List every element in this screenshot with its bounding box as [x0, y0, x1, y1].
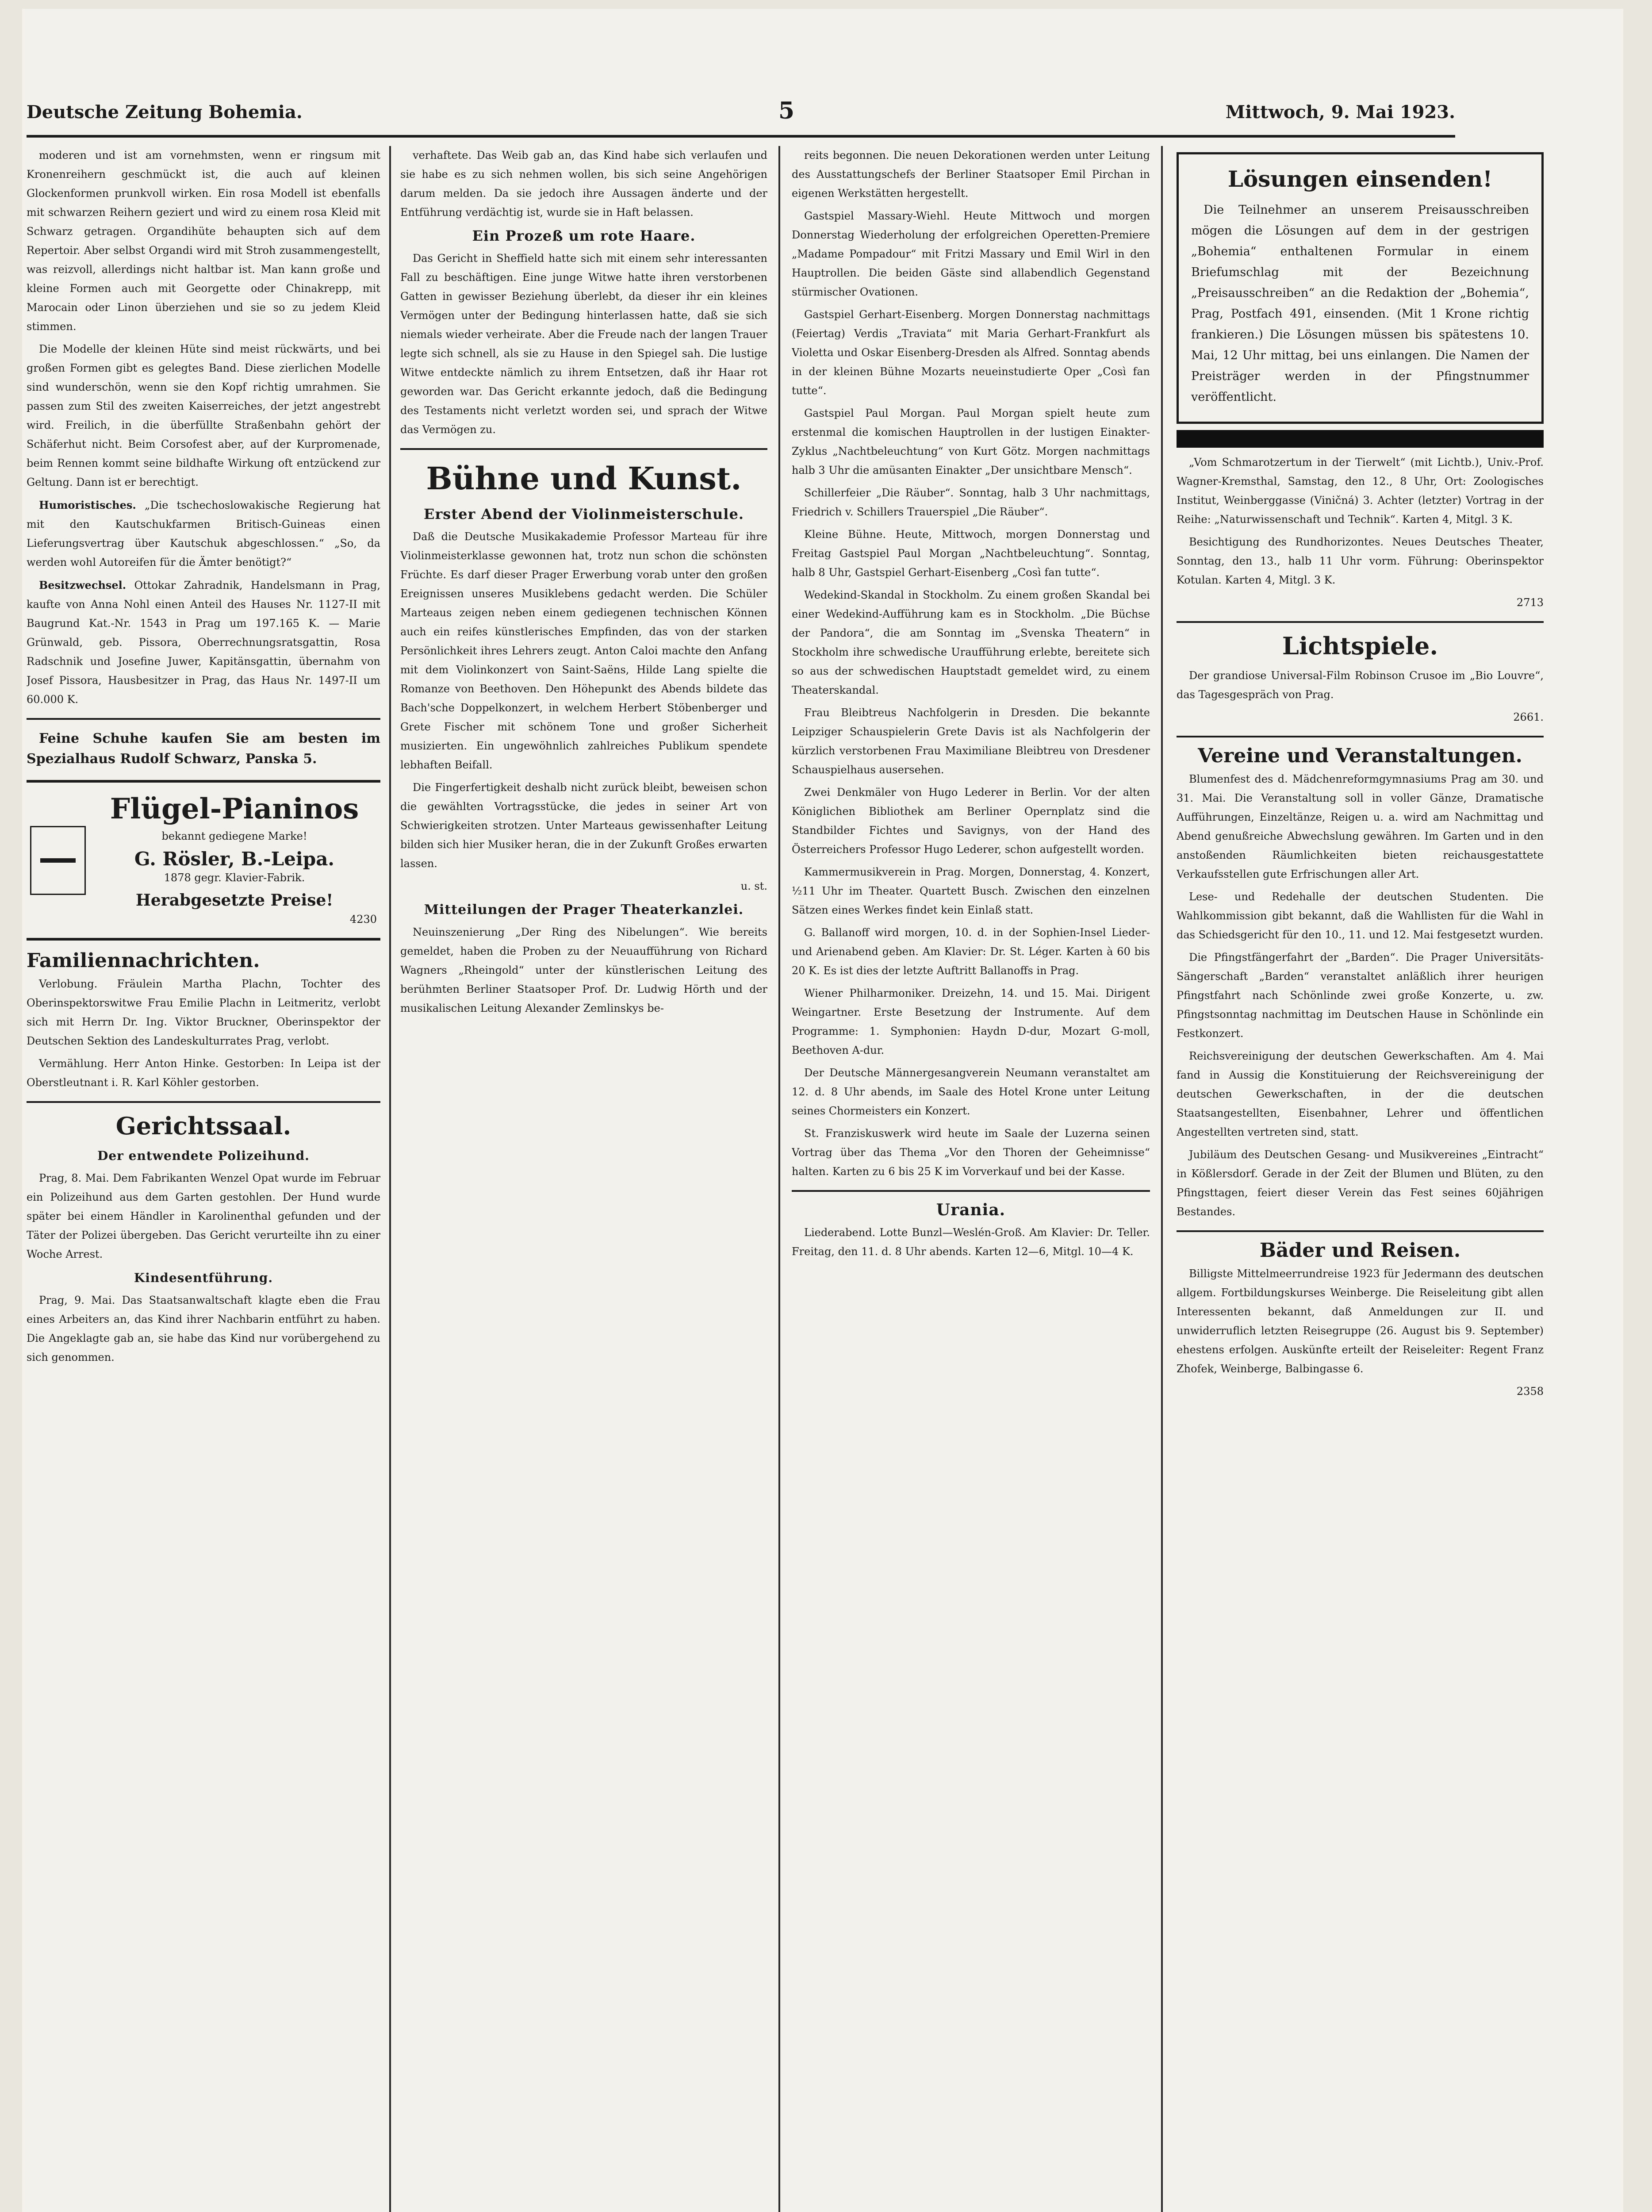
article-text: Der grandiose Universal-Film Robinson Crusoe im „Bio Louvre“, das Tagesgespräch von Prag. — [1177, 669, 1544, 701]
article-text: Die Pfingstfängerfahrt der „Barden“. Die Prager Universitäts-Sängerschaft „Barden“ veranstaltet anläßlich ihrer heurigen Pfingstfahrt nach Schönlinde zwei große Konzerte, u. zw. Pfingstsonntag nachmittag im Deutschen Hause in Schönlinde ein Festkonzert. — [1177, 951, 1544, 1040]
section-heading: Urania. — [936, 1201, 1006, 1219]
column-rule — [1161, 146, 1163, 2212]
article-text: Die Modelle der kleinen Hüte sind meist rückwärts, und bei großen Formen gibt es gelegtes Band. Diese zierlichen Modelle sind wunderschön, wenn sie den Kopf richtig umrahmen. Sie passen zum Stil des zweiten Kaiserreiches, der jetzt angestrebt wird. Freilich, in die überfüllte Straßenbahn gehört der Schäferhut nicht. Beim Corsofest aber, auf der Kurpromenade, beim Rennen kommt seine bildhafte Wirkung oft entzückend zur Geltung. Dann ist er berechtigt. — [27, 343, 380, 488]
article-text: G. Ballanoff wird morgen, 10. d. in der Sophien-Insel Lieder- und Arienabend geben. Am Klavier: Dr. St. Léger. Karten à 60 bis 20 K. Es ist dies der letzte Auftritt Ballanoffs in Prag. — [792, 926, 1150, 977]
article-text: Vermählung. Herr Anton Hinke. Gestorben: In Leipa ist der Oberstleutnant i. R. Karl Köhler gestorben. — [27, 1057, 380, 1089]
article-headline: Mitteilungen der Prager Theaterkanzlei. — [424, 902, 744, 918]
section-heading: Vereine und Veranstaltungen. — [1198, 745, 1522, 767]
divider — [27, 1101, 380, 1103]
article-text: Zwei Denkmäler von Hugo Lederer in Berlin. Vor der alten Königlichen Bibliothek am Berliner Opernplatz sind die Standbilder Fichtes und Savignys, von der Hand des Österreichers Professor Hugo Lederer, schon aufgestellt worden. — [792, 786, 1150, 856]
ad-line: 1878 gegr. Klavier-Fabrik. — [164, 872, 305, 884]
section-heading: Familiennachrichten. — [27, 949, 260, 972]
issue-date: Mittwoch, 9. Mai 1923. — [1225, 102, 1455, 123]
ad-line: bekannt gediegene Marke! — [161, 830, 307, 842]
article-text: Reichsvereinigung der deutschen Gewerkschaften. Am 4. Mai fand in Aussig die Konstituierung der Reichsvereinigung der deutschen Gewerkschaften, in der die deutschen Staatsangestellten, Eisenbahner, Lehrer und öffentlichen Angestellten vertreten sind, statt. — [1177, 1050, 1544, 1138]
article-text: Besichtigung des Rundhorizontes. Neues Deutsches Theater, Sonntag, den 13., halb 11 Uhr vorm. Führung: Oberinspektor Kotulan. Karten 4, Mitgl. 3 K. — [1177, 536, 1544, 586]
article-text: Blumenfest des d. Mädchenreformgymnasiums Prag am 30. und 31. Mai. Die Veranstaltung soll in voller Gänze, Dramatische Aufführungen, Einzeltänze, Reigen u. a. wird am Nachmittag und Abend genußreiche Abwechslung gewähren. Im Garten und in den anstoßenden Räumlichkeiten bieten reichausgestattete Verkaufsstellen gute Erfrischungen aller Art. — [1177, 773, 1544, 880]
article-text: Der Deutsche Männergesangverein Neumann veranstaltet am 12. d. 8 Uhr abends, im Saale des Hotel Krone unter Leitung seines Chormeisters ein Konzert. — [792, 1067, 1150, 1117]
section-heading: Bäder und Reisen. — [1259, 1239, 1461, 1262]
article-text: Jubiläum des Deutschen Gesang- und Musikvereines „Eintracht“ in Kößlersdorf. Gerade in der Zeit der Blumen und Blüten, zu den Pfingsttagen, feiert dieser Verein das Fest seines 60jährigen Bestandes. — [1177, 1148, 1544, 1218]
article-text: reits begonnen. Die neuen Dekorationen werden unter Leitung des Ausstattungschefs der Berliner Staatsoper Emil Pirchan in eigenen Werkstätten hergestellt. — [792, 149, 1150, 200]
article-text: Prag, 8. Mai. Dem Fabrikanten Wenzel Opat wurde im Februar ein Polizeihund aus dem Garten gestohlen. Der Hund wurde später bei einem Händler in Karolinenthal gefunden und der Täter der Polizei übergeben. Das Gericht verurteilte ihn zu einer Woche Arrest. — [27, 1172, 380, 1260]
article-text: St. Franziskuswerk wird heute im Saale der Luzerna seinen Vortrag über das Thema „Vor den Thoren der Geheimnisse“ halten. Karten zu 6 bis 25 K im Vorverkauf und bei der Kasse. — [792, 1127, 1150, 1178]
column-1 — [27, 146, 380, 2212]
section-label: Besitzwechsel. — [39, 579, 126, 591]
divider — [1177, 621, 1544, 623]
notice-text: Die Teilnehmer an unserem Preisausschreiben mögen die Lösungen auf dem in der gestrigen „Bohemia“ enthaltenen Formular in einem Briefumschlag mit der Bezeichnung „Preisausschreiben“ an die Redaktion der „Bohemia“, Prag, Postfach 491, einsenden. (Mit 1 Krone richtig frankieren.) Die Lösungen müssen bis spätestens 10. Mai, 12 Uhr mittag, bei uns einlangen. Die Namen der Preisträger werden in der Pfingstnummer veröffentlicht. — [1191, 203, 1529, 404]
black-bar — [1177, 430, 1544, 448]
column-rule — [389, 146, 391, 2212]
article-headline: Der entwendete Polizeihund. — [97, 1148, 310, 1163]
article-text: Das Gericht in Sheffield hatte sich mit einem sehr interessanten Fall zu beschäftigen. Eine junge Witwe hatte ihren verstorbenen Gatten in gewisser Beziehung überlebt, da dieser ihr ein kleines Vermögen unter der Bedingung hinterlassen hatte, daß sie sich niemals wieder verheirate. Aber die Freude nach der langen Trauer legte sich schnell, als sie zu Hause in den Spiegel sah. Die lustige Witwe entdeckte nämlich zu ihrem Entsetzen, daß ihr Haar rot geworden war. Das Gericht erkannte jedoch, daß die Bedingung des Testaments nicht verletzt worden sei, und sprach der Witwe das Vermögen zu. — [400, 252, 767, 436]
divider — [400, 448, 767, 450]
article-text: Verlobung. Fräulein Martha Plachn, Tochter des Oberinspektorswitwe Frau Emilie Plachn in Leitmeritz, verlobt sich mit Herrn Dr. Ing. Viktor Bruckner, Oberinspektor der Deutschen Sektion des Landeskulturrates Prag, verlobt. — [27, 978, 380, 1047]
article-text: Lese- und Redehalle der deutschen Studenten. Die Wahlkommission gibt bekannt, daß die Wahllisten für die Wahl in das Schiedsgericht für den 10., 11. und 12. Mai festgesetzt wurden. — [1177, 891, 1544, 941]
ad-ref: 2661. — [1513, 711, 1544, 723]
section-heading: Bühne und Kunst. — [426, 460, 742, 497]
article-text: Gastspiel Paul Morgan. Paul Morgan spielt heute zum erstenmal die komischen Hauptrollen in der lustigen Einakter-Zyklus „Nachtbeleuchtung“ von Kurt Götz. Morgen nachmittags halb 3 Uhr die amüsanten Einakter „Der unsichtbare Mensch“. — [792, 407, 1150, 476]
article-text: verhaftete. Das Weib gab an, das Kind habe sich verlaufen und sie habe es zu sich nehmen wollen, bis sich seine Angehörigen darum melden. Da sie jedoch ihre Aussagen änderte und der Entführung verdächtig ist, wurde sie in Haft belassen. — [400, 149, 767, 219]
masthead-title: Deutsche Zeitung Bohemia. — [27, 102, 303, 123]
section-heading: Lichtspiele. — [1282, 632, 1438, 660]
piano-ad — [27, 780, 380, 941]
divider — [1177, 736, 1544, 737]
ad-ref: 2713 — [1516, 596, 1544, 609]
article-text: Gastspiel Massary-Wiehl. Heute Mittwoch und morgen Donnerstag Wiederholung der erfolgreichen Operetten-Premiere „Madame Pompadour“ mit Fritzi Massary und Emil Wirl in den Hauptrollen. Die beiden Gäste sind allabendlich Gegenstand stürmischer Ovationen. — [792, 210, 1150, 298]
divider — [1177, 1230, 1544, 1232]
article-text: Gastspiel Gerhart-Eisenberg. Morgen Donnerstag nachmittags (Feiertag) Verdis „Traviata“ mit Maria Gerhart-Frankfurt als Violetta und Oskar Eisenberg-Dresden als Alfred. Sonntag abends in der kleinen Bühne Mozarts neueinstudierte Oper „Così fan tutte“. — [792, 308, 1150, 397]
article-text: Wedekind-Skandal in Stockholm. Zu einem großen Skandal bei einer Wedekind-Aufführung kam es in Stockholm. „Die Büchse der Pandora“, die am Sonntag im „Svenska Theatern“ in Stockholm ihre schwedische Uraufführung erlebte, bereitete sich so aus der schwedischen Hauptstadt gemeldet wird, zu einem Theaterskandal. — [792, 589, 1150, 696]
divider — [27, 718, 380, 720]
article-text: Die Fingerfertigkeit deshalb nicht zurück bleibt, beweisen schon die gewählten Vortragsstücke, die jedes in seiner Art von Schwierigkeiten strotzen. Unter Marteaus gewissenhafter Leitung bilden sich hier Musiker heran, die in der Zukunft Großes erwarten lassen. — [400, 781, 767, 870]
page-number: 5 — [778, 97, 795, 124]
article-headline: Ein Prozeß um rote Haare. — [472, 227, 696, 244]
header-rule — [27, 135, 1455, 138]
section-label: Humoristisches. — [39, 499, 136, 511]
article-text: Daß die Deutsche Musikakademie Professor Marteau für ihre Violinmeisterklasse gewonnen hat, trotz nun schon die schönsten Früchte. Es darf dieser Prager Erwerbung vorab unter den großen Ereignissen unseres Musiklebens gedacht werden. Die Schüler Marteaus zeigen neben einem gediegenen technischen Können auch ein reifes künstlerisches Empfinden, das von der starken Persönlichkeit ihres Lehrers zeugt. Anton Caloi machte den Anfang mit dem Violinkonzert von Saint-Saëns, Hilde Lang spielte die Romanze von Beethoven. Den Höhepunkt des Abends bildete das Bach'sche Doppelkonzert, in welchem Herbert Stöbenberger und Grete Fischer mit schönem Tone und großer Sicherheit musizierten. Ein ungewöhnlich zahlreiches Publikum spendete lebhaften Beifall. — [400, 530, 767, 771]
piano-icon — [30, 826, 86, 895]
article-text: Liederabend. Lotte Bunzl—Weslén-Groß. Am Klavier: Dr. Teller. Freitag, den 11. d. 8 Uhr abends. Karten 12—6, Mitgl. 10—4 K. — [792, 1226, 1150, 1258]
article-text: Kleine Bühne. Heute, Mittwoch, morgen Donnerstag und Freitag Gastspiel Paul Morgan „Nachtbeleuchtung“. Sonntag, halb 8 Uhr, Gastspiel Gerhart-Eisenberg „Così fan tutte“. — [792, 528, 1150, 579]
column-2 — [400, 146, 767, 2212]
article-headline: Kindesentführung. — [134, 1271, 273, 1285]
article-text: Kammermusikverein in Prag. Morgen, Donnerstag, 4. Konzert, ½11 Uhr im Theater. Quartett Busch. Zwischen den einzelnen Sätzen eines Werkes findet kein Einlaß statt. — [792, 866, 1150, 916]
ad-ref: 2358 — [1516, 1385, 1544, 1398]
article-text: Wiener Philharmoniker. Dreizehn, 14. und 15. Mai. Dirigent Weingartner. Erste Besetzung der Instrumente. Auf dem Programme: 1. Symphonien: Haydn D-dur, Mozart G-moll, Beethoven A-dur. — [792, 987, 1150, 1056]
column-4 — [1177, 146, 1544, 2212]
article-text: Neuinszenierung „Der Ring des Nibelungen“. Wie bereits gemeldet, haben die Proben zu der Neuaufführung von Richard Wagners „Rheingold“ unter der künstlerischen Leitung des berühmten Berliner Staatsoper Prof. Dr. Ludwig Hörth und der musikalischen Leitung Alexander Zemlinskys be- — [400, 926, 767, 1014]
article-text: Billigste Mittelmeerrundreise 1923 für Jedermann des deutschen allgem. Fortbildungskurses Weinberge. Die Reiseleitung gibt allen Interessenten bekannt, daß Anmeldungen zur II. und unwiderruflich letzten Reisegruppe (26. August bis 9. September) ehestens erfolgen. Auskünfte erteilt der Reiseleiter: Regent Franz Zhofek, Weinberge, Balbingasse 6. — [1177, 1267, 1544, 1375]
ad-company: G. Rösler, B.-Leipa. — [134, 848, 335, 870]
page-header — [27, 97, 1455, 128]
shoe-ad: Feine Schuhe kaufen Sie am besten im Spezialhaus Rudolf Schwarz, Panska 5. — [27, 731, 380, 767]
divider — [792, 1190, 1150, 1192]
column-3 — [792, 146, 1150, 2212]
article-text: Frau Bleibtreus Nachfolgerin in Dresden. Die bekannte Leipziger Schauspielerin Grete Davis ist als Nachfolgerin der kürzlich verstorbenen Frau Maximiliane Bleibtreu von Dresdener Schauspielhaus ausersehen. — [792, 707, 1150, 776]
section-heading: Gerichtssaal. — [115, 1112, 291, 1140]
notice-box — [1177, 152, 1544, 424]
notice-heading: Lösungen einsenden! — [1227, 166, 1493, 192]
article-headline: Erster Abend der Violinmeisterschule. — [424, 506, 744, 522]
article-text: moderen und ist am vornehmsten, wenn er ringsum mit Kronenreihern geschmückt ist, die auch auf kleinen Glockenformen prunkvoll wirken. Ein rosa Modell ist ebenfalls mit schwarzen Reihern geziert und wird zu einem rosa Kleid mit Schwarz getragen. Organdihüte behaupten sich auf dem Repertoir. Aber selbst Organdi wird mit Stroh zusammengestellt, was reizvoll, allerdings nicht haltbar ist. Man kann große und kleine Formen auch mit Georgette oder Chinakrepp, mit Marocain oder Linon überziehen und sie so zu jedem Kleid stimmen. — [27, 149, 380, 333]
article-text: Ottokar Zahradnik, Handelsmann in Prag, kaufte von Anna Nohl einen Anteil des Hauses Nr. 1127-II mit Baugrund Kat.-Nr. 1543 in Prag um 197.165 K. — Marie Grünwald, geb. Pissora, Oberrechnungsratsgattin, Rosa Radschnik und Josefine Juwer, Kapitänsgattin, übernahm von Josef Pissora, Hausbesitzer in Prag, das Haus Nr. 1497-II um 60.000 K. — [27, 579, 380, 706]
ad-title: Flügel-Pianinos — [110, 792, 359, 826]
column-rule — [778, 146, 780, 2212]
article-text: „Die tschechoslowakische Regierung hat mit den Kautschukfarmen Britisch-Guineas einen Lieferungsvertrag über Kautschuk abgeschlossen.“ „So, da werden wohl Autoreifen für die Ämter benötigt?“ — [27, 499, 380, 568]
ad-ref: 4230 — [349, 913, 377, 926]
article-text: Prag, 9. Mai. Das Staatsanwaltschaft klagte eben die Frau eines Arbeiters an, das Kind ihrer Nachbarin entführt zu haben. Die Angeklagte gab an, sie habe das Kind nur vorübergehend zu sich genommen. — [27, 1294, 380, 1363]
author-signature: u. st. — [740, 880, 767, 892]
ad-cta: Herabgesetzte Preise! — [135, 891, 333, 910]
article-text: Schillerfeier „Die Räuber“. Sonntag, halb 3 Uhr nachmittags, Friedrich v. Schillers Trauerspiel „Die Räuber“. — [792, 487, 1150, 518]
article-text: „Vom Schmarotzertum in der Tierwelt“ (mit Lichtb.), Univ.-Prof. Wagner-Kremsthal, Samstag, den 12., 8 Uhr, Ort: Zoologisches Institut, Weinberggasse (Viničná) 3. Achter (letzter) Vortrag in der Reihe: „Naturwissenschaft und Technik“. Karten 4, Mitgl. 3 K. — [1177, 456, 1544, 526]
